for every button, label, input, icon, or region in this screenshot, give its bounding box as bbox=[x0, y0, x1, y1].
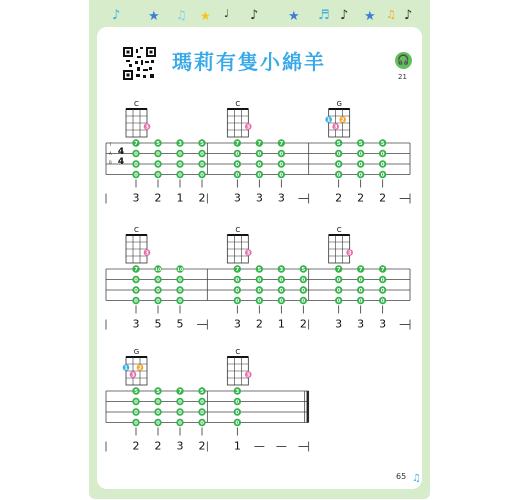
numbered-note: 3 bbox=[176, 439, 184, 453]
numbered-note: 3 bbox=[132, 317, 140, 331]
tab-fret-number: 5 bbox=[336, 141, 341, 148]
svg-text:♪: ♪ bbox=[404, 8, 413, 23]
tab-fret-number: 0 bbox=[336, 172, 341, 179]
tab-fret-number: 0 bbox=[301, 277, 306, 284]
staff-system bbox=[106, 348, 309, 453]
tab-fret-number: 0 bbox=[380, 277, 385, 284]
tab-fret-number: 0 bbox=[301, 288, 306, 295]
tab-fret-number: 0 bbox=[156, 288, 160, 295]
tab-fret-number: 5 bbox=[257, 267, 262, 274]
numbered-note: 3 bbox=[233, 191, 241, 205]
numbered-note: 2 bbox=[132, 439, 140, 453]
finger-number: 1 bbox=[326, 117, 331, 124]
tab-fret-number: 0 bbox=[178, 288, 182, 295]
numbered-note: 2 bbox=[335, 191, 343, 205]
tab-fret-number: 3 bbox=[178, 141, 182, 148]
tab-fret-number: 0 bbox=[235, 277, 240, 284]
tab-fret-number: 0 bbox=[257, 277, 262, 284]
numbered-note: 2 bbox=[299, 317, 307, 331]
svg-text:♩: ♩ bbox=[224, 7, 230, 20]
finger-number: 1 bbox=[124, 365, 128, 372]
tab-fret-number: 0 bbox=[358, 172, 363, 179]
tab-fret-number: 7 bbox=[279, 141, 284, 148]
finger-number: 3 bbox=[246, 372, 251, 379]
tab-fret-number: 0 bbox=[178, 410, 182, 417]
finger-number: 3 bbox=[145, 250, 149, 257]
tab-fret-number: 7 bbox=[380, 267, 385, 274]
tab-fret-number: 0 bbox=[156, 410, 160, 417]
numbered-note: 2 bbox=[154, 439, 162, 453]
tab-fret-number: 0 bbox=[156, 298, 160, 305]
tab-fret-number: 0 bbox=[200, 151, 204, 158]
tab-fret-number: 7 bbox=[235, 267, 240, 274]
svg-text:★: ★ bbox=[288, 9, 300, 24]
chord-name: C bbox=[134, 100, 139, 108]
tab-letter: A bbox=[109, 151, 112, 156]
track-number: 21 bbox=[398, 73, 407, 81]
numbered-note: — bbox=[297, 191, 309, 205]
tab-fret-number: 0 bbox=[279, 162, 284, 169]
numbered-note: — bbox=[275, 439, 287, 453]
numbered-note: 3 bbox=[277, 191, 285, 205]
chord-diagram bbox=[227, 100, 251, 137]
tab-fret-number: 5 bbox=[200, 141, 204, 148]
numbered-note: 3 bbox=[335, 317, 343, 331]
chord-name: C bbox=[336, 226, 342, 234]
tab-fret-number: 0 bbox=[178, 298, 182, 305]
page-number: 65 bbox=[396, 472, 407, 481]
tab-fret-number: 0 bbox=[200, 420, 204, 427]
numbered-note: 3 bbox=[357, 317, 365, 331]
tab-fret-number: 0 bbox=[235, 288, 240, 295]
numbered-note: 2 bbox=[255, 317, 263, 331]
numbered-note: 2 bbox=[154, 191, 162, 205]
tab-fret-number: 0 bbox=[279, 277, 284, 284]
svg-text:♪: ♪ bbox=[340, 8, 349, 23]
tab-fret-number: 0 bbox=[156, 151, 160, 158]
tab-fret-number: 0 bbox=[358, 298, 363, 305]
finger-number: 2 bbox=[340, 117, 345, 124]
tab-fret-number: 0 bbox=[380, 151, 385, 158]
svg-text:★: ★ bbox=[200, 9, 211, 23]
tab-fret-number: 0 bbox=[156, 399, 160, 406]
tab-fret-number: 0 bbox=[336, 162, 341, 169]
tab-fret-number: 0 bbox=[380, 298, 385, 305]
numbered-note: — bbox=[399, 191, 411, 205]
tab-fret-number: 0 bbox=[178, 151, 182, 158]
tab-fret-number: 0 bbox=[358, 162, 363, 169]
tab-fret-number: 0 bbox=[235, 151, 240, 158]
tab-fret-number: 10 bbox=[176, 268, 184, 274]
chord-name: G bbox=[133, 348, 140, 356]
tab-fret-number: 0 bbox=[156, 420, 160, 427]
tab-fret-number: 0 bbox=[134, 277, 138, 284]
tab-fret-number: 0 bbox=[156, 162, 160, 169]
staff-system bbox=[106, 226, 410, 331]
tab-fret-number: 0 bbox=[200, 162, 204, 169]
svg-text:★: ★ bbox=[364, 9, 376, 24]
tab-fret-number: 0 bbox=[336, 298, 341, 305]
svg-text:♪: ♪ bbox=[112, 8, 121, 23]
tab-fret-number: 0 bbox=[257, 298, 262, 305]
tab-fret-number: 0 bbox=[336, 277, 341, 284]
tab-fret-number: 0 bbox=[257, 172, 262, 179]
tab-fret-number: 0 bbox=[380, 162, 385, 169]
chord-name: C bbox=[235, 348, 241, 356]
tab-fret-number: 0 bbox=[235, 420, 240, 427]
tab-fret-number: 0 bbox=[336, 288, 341, 295]
tab-fret-number: 7 bbox=[134, 267, 138, 274]
tab-fret-number: 5 bbox=[156, 389, 160, 396]
tab-fret-number: 0 bbox=[235, 399, 240, 406]
tab-fret-number: 3 bbox=[235, 389, 240, 396]
finger-number: 3 bbox=[246, 250, 251, 257]
numbered-note: 5 bbox=[154, 317, 162, 331]
numbered-note: 3 bbox=[132, 191, 140, 205]
tab-fret-number: 7 bbox=[257, 141, 262, 148]
tab-fret-number: 0 bbox=[257, 151, 262, 158]
chord-name: G bbox=[336, 100, 342, 108]
numbered-note: 3 bbox=[255, 191, 263, 205]
numbered-note: — bbox=[253, 439, 265, 453]
tab-fret-number: 5 bbox=[301, 267, 306, 274]
tab-fret-number: 0 bbox=[178, 399, 182, 406]
chord-diagram bbox=[126, 100, 150, 137]
tab-fret-number: 7 bbox=[178, 389, 182, 396]
svg-text:♬: ♬ bbox=[318, 8, 330, 23]
finger-number: 3 bbox=[333, 124, 338, 131]
chord-diagram bbox=[325, 100, 349, 137]
svg-text:♫: ♫ bbox=[176, 8, 187, 22]
numbered-note: 1 bbox=[233, 439, 241, 453]
tab-fret-number: 0 bbox=[134, 399, 138, 406]
tab-fret-number: 7 bbox=[358, 267, 363, 274]
finger-number: 2 bbox=[138, 365, 142, 372]
time-signature-bottom: 4 bbox=[117, 157, 125, 167]
numbered-note: 3 bbox=[379, 317, 387, 331]
ukulele-icon: ♫ bbox=[412, 473, 421, 484]
tab-fret-number: 0 bbox=[178, 162, 182, 169]
chord-name: C bbox=[235, 226, 241, 234]
numbered-note: — bbox=[196, 317, 208, 331]
tab-fret-number: 0 bbox=[279, 288, 284, 295]
chord-diagram bbox=[126, 226, 150, 263]
svg-text:♫: ♫ bbox=[386, 8, 396, 21]
tab-fret-number: 0 bbox=[358, 277, 363, 284]
tab-fret-number: 0 bbox=[200, 410, 204, 417]
tab-fret-number: 5 bbox=[358, 141, 363, 148]
tab-fret-number: 0 bbox=[257, 288, 262, 295]
tab-fret-number: 0 bbox=[200, 399, 204, 406]
time-signature-top: 4 bbox=[117, 147, 125, 157]
tab-fret-number: 0 bbox=[358, 288, 363, 295]
numbered-note: 3 bbox=[233, 317, 241, 331]
numbered-note: 1 bbox=[277, 317, 285, 331]
tab-fret-number: 3 bbox=[279, 267, 284, 274]
numbered-note: — bbox=[399, 317, 411, 331]
finger-number: 3 bbox=[131, 372, 135, 379]
tab-fret-number: 0 bbox=[178, 172, 182, 179]
tab-fret-number: 0 bbox=[134, 410, 138, 417]
finger-number: 3 bbox=[246, 124, 251, 131]
chord-name: C bbox=[235, 100, 241, 108]
tab-fret-number: 0 bbox=[134, 162, 138, 169]
tab-letter: T bbox=[109, 142, 112, 147]
tab-fret-number: 5 bbox=[200, 389, 204, 396]
tab-fret-number: 7 bbox=[134, 141, 138, 148]
tab-fret-number: 5 bbox=[134, 389, 138, 396]
numbered-note: 5 bbox=[176, 317, 184, 331]
tab-fret-number: 7 bbox=[235, 141, 240, 148]
tab-fret-number: 5 bbox=[380, 141, 385, 148]
tab-fret-number: 0 bbox=[235, 172, 240, 179]
tab-fret-number: 0 bbox=[235, 410, 240, 417]
tab-fret-number: 0 bbox=[380, 288, 385, 295]
finger-number: 3 bbox=[347, 250, 352, 257]
tab-fret-number: 0 bbox=[134, 420, 138, 427]
tab-fret-number: 0 bbox=[134, 151, 138, 158]
numbered-note: 1 bbox=[176, 191, 184, 205]
numbered-note: 2 bbox=[198, 191, 206, 205]
numbered-note: 2 bbox=[357, 191, 365, 205]
numbered-note: — bbox=[297, 439, 309, 453]
tab-fret-number: 0 bbox=[279, 172, 284, 179]
tab-fret-number: 5 bbox=[156, 141, 160, 148]
tab-fret-number: 0 bbox=[301, 298, 306, 305]
tab-fret-number: 0 bbox=[380, 172, 385, 179]
chord-name: C bbox=[134, 226, 139, 234]
chord-diagram bbox=[329, 226, 353, 263]
numbered-note: 2 bbox=[198, 439, 206, 453]
tab-fret-number: 0 bbox=[134, 172, 138, 179]
tab-fret-number: 0 bbox=[358, 151, 363, 158]
staff-system bbox=[106, 100, 410, 205]
svg-text:★: ★ bbox=[148, 9, 160, 24]
chord-diagram bbox=[227, 348, 251, 385]
tab-fret-number: 0 bbox=[200, 172, 204, 179]
tab-fret-number: 7 bbox=[336, 267, 341, 274]
numbered-note: 2 bbox=[379, 191, 387, 205]
tab-fret-number: 0 bbox=[235, 298, 240, 305]
audio-track-icon[interactable]: 🎧 bbox=[395, 52, 412, 69]
finger-number: 3 bbox=[145, 124, 149, 131]
tab-fret-number: 10 bbox=[154, 268, 162, 274]
tab-fret-number: 0 bbox=[178, 277, 182, 284]
tab-fret-number: 0 bbox=[279, 298, 284, 305]
tab-fret-number: 0 bbox=[178, 420, 182, 427]
tab-fret-number: 0 bbox=[134, 298, 138, 305]
tab-fret-number: 0 bbox=[156, 277, 160, 284]
chord-diagram bbox=[227, 226, 251, 263]
tab-fret-number: 0 bbox=[336, 151, 341, 158]
tab-fret-number: 0 bbox=[279, 151, 284, 158]
tab-fret-number: 0 bbox=[156, 172, 160, 179]
tab-fret-number: 0 bbox=[235, 162, 240, 169]
chord-diagram bbox=[123, 348, 147, 385]
tab-fret-number: 0 bbox=[134, 288, 138, 295]
song-title: 瑪莉有隻小綿羊 bbox=[172, 50, 326, 74]
svg-text:♪: ♪ bbox=[250, 8, 259, 23]
tab-fret-number: 0 bbox=[257, 162, 262, 169]
tab-letter: B bbox=[109, 160, 112, 165]
